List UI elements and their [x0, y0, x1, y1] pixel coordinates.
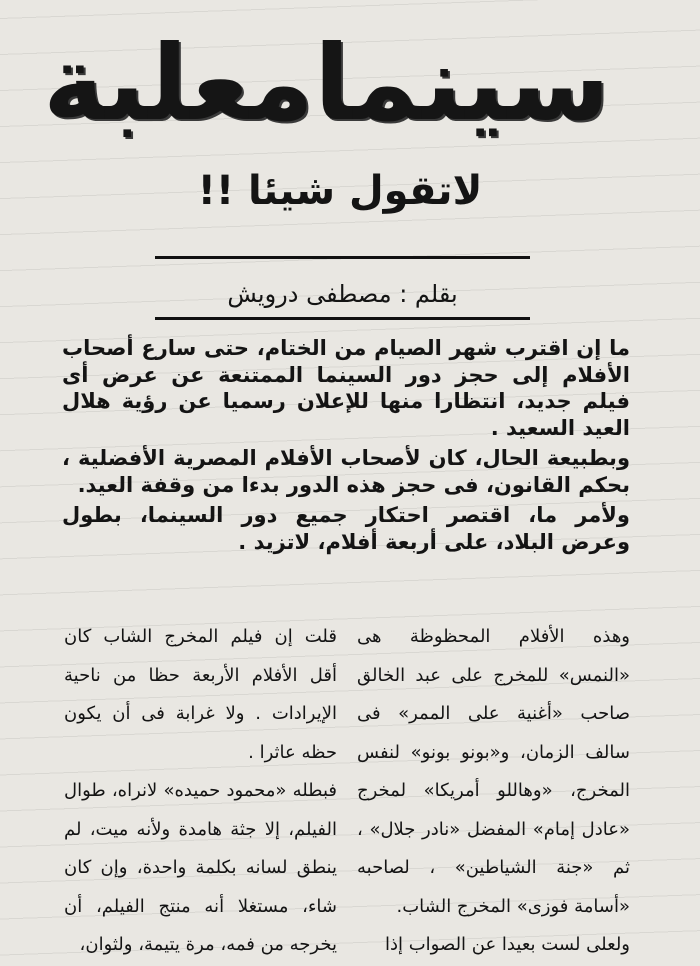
lead-paragraph: ولأمر ما، اقتصر احتكار جميع دور السينما، بطول وعرض البلاد، على أربعة أفلام، لاتزيد .	[62, 503, 630, 554]
body-paragraph: قلت إن فيلم المخرج الشاب كان أقل الأفلام الأربعة حظا من ناحية الإيرادات . ولا غرابة فى أن يكون حظه عاثرا .	[64, 626, 337, 763]
lead-paragraph: وبطبيعة الحال، كان لأصحاب الأفلام المصرية الأفضلية ، بحكم القانون، فى حجز هذه الدور بدءا من وقفة العيد.	[62, 446, 630, 497]
byline-rule-top	[155, 256, 530, 259]
body-paragraph: ولعلى لست بعيدا عن الصواب إذا	[384, 934, 630, 955]
byline: بقلم : مصطفى درويش	[227, 280, 458, 308]
lead-text	[62, 335, 630, 555]
body-column-left	[64, 618, 337, 966]
body-paragraph: وهذه الأفلام المحظوظة هى «النمس» للمخرج على عبد الخالق صاحب «أغنية على الممر» فى سالف الزمان، و«بونو بونو» لنفس المخرج، «وهاللو أمريكا» لمخرج «عادل إمام» المفضل «نادر جلال» ، ثم «جنة الشياطين» ، لصاحبه «أسامة فوزى» المخرج الشاب.	[357, 626, 630, 917]
body-column-right	[357, 618, 630, 966]
lead-paragraph: ما إن اقترب شهر الصيام من الختام، حتى سارع أصحاب الأفلام إلى حجز دور السينما الممتنعة عن عرض أى فيلم جديد، انتظارا منها للإعلان رسميا عن رؤية هلال العيد السعيد .	[62, 336, 630, 440]
body-paragraph: فبطله «محمود حميده» لانراه، طوال الفيلم، إلا جثة هامدة ولأنه ميت، لم ينطق لسانه بكلمة واحدة، وإن كان شاء، مستغلا أنه منتج الفيلم، أن يخرجه من فمه، مرة يتيمة، ولثوان،	[64, 780, 337, 955]
byline-rule-bottom	[155, 317, 530, 320]
masthead-title: سينمامعلبة	[42, 22, 610, 144]
article-headline: لاتقول شيئا !!	[197, 168, 483, 214]
